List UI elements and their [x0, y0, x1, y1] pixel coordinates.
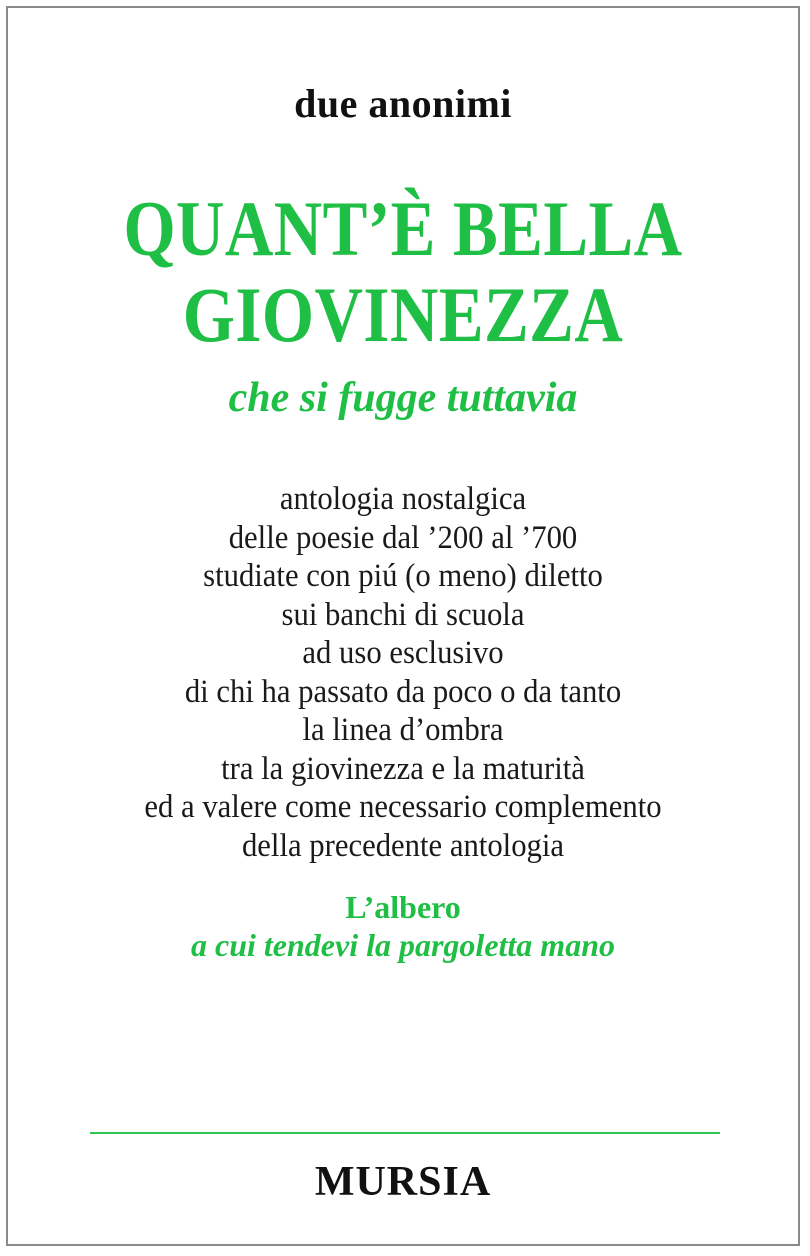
- description-block: [8, 480, 798, 865]
- companion-reference: [8, 888, 798, 964]
- description-line: delle poesie dal ’200 al ’700: [228, 519, 578, 556]
- description-line: antologia nostalgica: [279, 481, 527, 517]
- description-line: della precedente antologia: [241, 827, 565, 864]
- book-cover: [6, 6, 800, 1246]
- publisher-name: MURSIA: [314, 1159, 492, 1205]
- description-line: di chi ha passato da poco o da tanto: [184, 673, 622, 710]
- description-line: ed a valere come necessario complemento: [144, 789, 662, 825]
- divider-rule: [90, 1132, 720, 1134]
- description-line: sui banchi di scuola: [281, 596, 525, 633]
- title-line-1: QUANT’È BELLA: [123, 185, 683, 272]
- title-line-2: GIOVINEZZA: [182, 271, 624, 358]
- book-subtitle: che si fugge tuttavia: [228, 375, 578, 421]
- companion-title: L’albero: [345, 889, 461, 925]
- description-line: la linea d’ombra: [302, 712, 504, 748]
- description-line: tra la giovinezza e la maturità: [221, 750, 585, 787]
- description-line: ad uso esclusivo: [302, 635, 504, 671]
- companion-subtitle: a cui tendevi la pargoletta mano: [191, 927, 615, 963]
- author-name: due anonimi: [294, 81, 512, 126]
- book-title: [63, 186, 742, 358]
- description-line: studiate con piú (o meno) diletto: [203, 558, 603, 594]
